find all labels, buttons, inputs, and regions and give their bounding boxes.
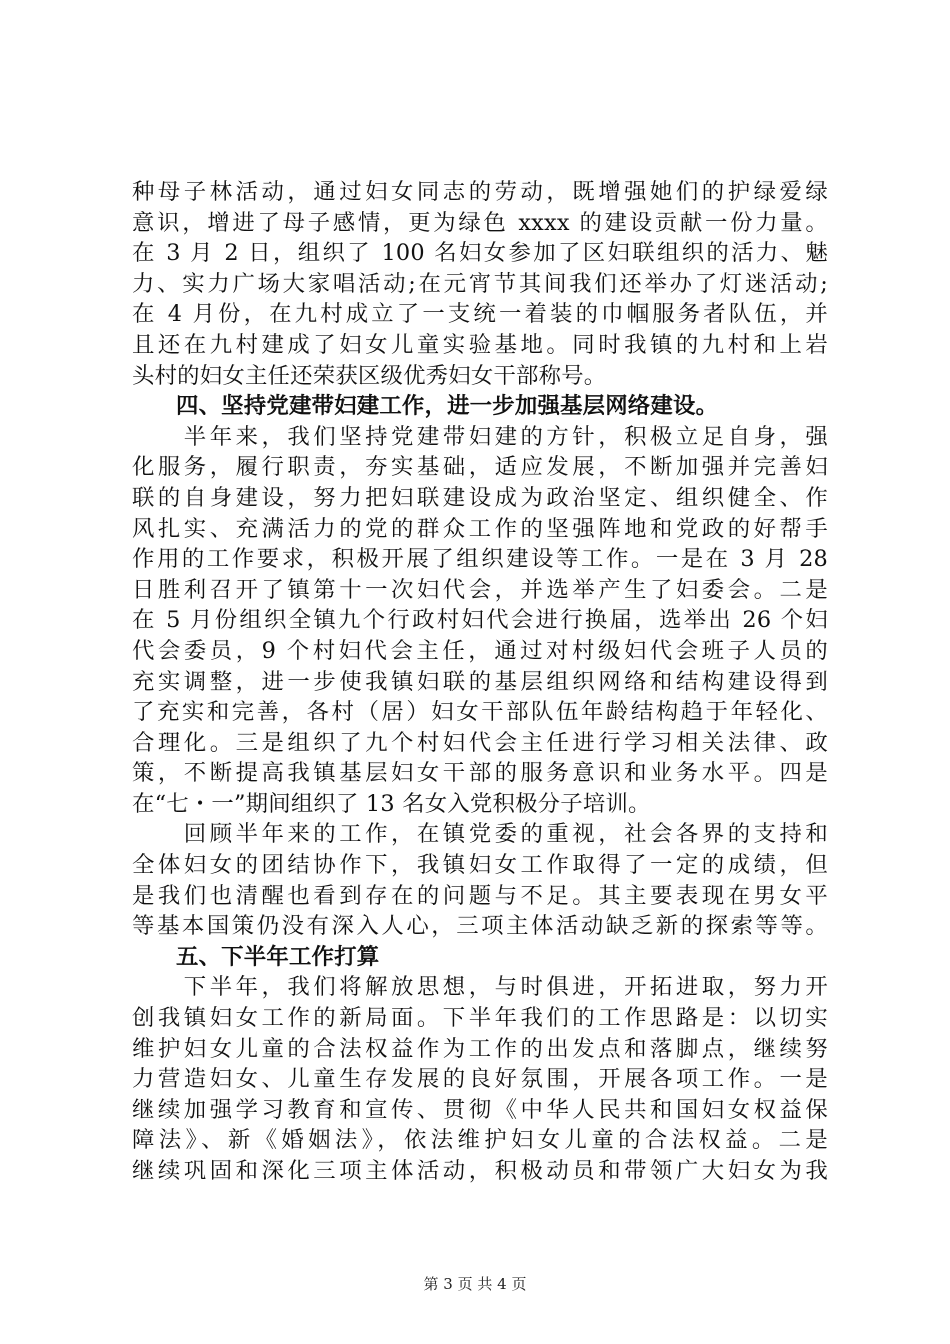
text-line: 策，不断提高我镇基层妇女干部的服务意识和业务水平。四是 xyxy=(132,760,828,787)
text-line: 继续加强学习教育和宣传、贯彻《中华人民共和国妇女权益保 xyxy=(132,1096,828,1123)
text-line: 种母子林活动，通过妇女同志的劳动，既增强她们的护绿爱绿 xyxy=(132,179,828,205)
text-line: 维护妇女儿童的合法权益作为工作的出发点和落脚点，继续努 xyxy=(132,1035,828,1062)
text-line: 半年来，我们坚持党建带妇建的方针，积极立足自身，强 xyxy=(132,423,828,450)
section-heading: 五、下半年工作打算 xyxy=(176,943,380,970)
text-line: 风扎实、充满活力的党的群众工作的坚强阵地和党政的好帮手 xyxy=(132,515,828,542)
text-line: 障法》、新《婚姻法》，依法维护妇女儿童的合法权益。二是 xyxy=(132,1127,828,1154)
text-line: 在 4 月份，在九村成立了一支统一着装的巾帼服务者队伍，并 xyxy=(132,301,828,328)
text-line: 代会委员，9 个村妇代会主任，通过对村级妇代会班子人员的 xyxy=(132,637,828,664)
text-line: 回顾半年来的工作，在镇党委的重视，社会各界的支持和 xyxy=(132,821,828,848)
text-line: 联的自身建设，努力把妇联建设成为政治坚定、组织健全、作 xyxy=(132,484,828,511)
text-line: 全体妇女的团结协作下，我镇妇女工作取得了一定的成绩，但 xyxy=(132,852,828,879)
text-line: 力、实力广场大家唱活动;在元宵节其间我们还举办了灯迷活动; xyxy=(132,270,828,297)
text-line: 化服务，履行职责，夯实基础，适应发展，不断加强并完善妇 xyxy=(132,454,828,481)
text-line: 在“七・一”期间组织了 13 名女入党积极分子培训。 xyxy=(132,790,651,817)
text-line: 合理化。三是组织了九个村妇代会主任进行学习相关法律、政 xyxy=(132,729,828,756)
text-line: 下半年，我们将解放思想，与时俱进，开拓进取，努力开 xyxy=(132,974,828,1001)
text-line: 在 5 月份组织全镇九个行政村妇代会进行换届，选举出 26 个妇 xyxy=(132,607,828,634)
text-line: 是我们也清醒也看到存在的问题与不足。其主要表现在男女平 xyxy=(132,882,828,909)
section-heading: 四、坚持党建带妇建工作，进一步加强基层网络建设。 xyxy=(176,393,719,420)
text-line: 且还在九村建成了妇女儿童实验基地。同时我镇的九村和上岩 xyxy=(132,331,828,358)
text-line: 创我镇妇女工作的新局面。下半年我们的工作思路是：以切实 xyxy=(132,1005,828,1032)
text-line: 等基本国策仍没有深入人心，三项主体活动缺乏新的探索等等。 xyxy=(132,913,828,940)
text-line: 作用的工作要求，积极开展了组织建设等工作。一是在 3 月 28 xyxy=(132,546,828,573)
text-line: 了充实和完善，各村（居）妇女干部队伍年龄结构趋于年轻化、 xyxy=(132,699,828,726)
text-line: 继续巩固和深化三项主体活动，积极动员和带领广大妇女为我 xyxy=(132,1158,828,1184)
text-line: 在 3 月 2 日，组织了 100 名妇女参加了区妇联组织的活力、魅 xyxy=(132,240,828,267)
text-line: 日胜利召开了镇第十一次妇代会，并选举产生了妇委会。二是 xyxy=(132,576,828,603)
document-body xyxy=(132,177,828,1187)
text-line: 充实调整，进一步使我镇妇联的基层组织网络和结构建设得到 xyxy=(132,668,828,695)
page-footer: 第 3 页 共 4 页 xyxy=(423,1275,527,1293)
text-line: 意识，增进了母子感情，更为绿色 xxxx 的建设贡献一份力量。 xyxy=(132,209,828,236)
text-line: 头村的妇女主任还荣获区级优秀妇女干部称号。 xyxy=(132,362,607,389)
text-line: 力营造妇女、儿童生存发展的良好氛围，开展各项工作。一是 xyxy=(132,1066,828,1093)
